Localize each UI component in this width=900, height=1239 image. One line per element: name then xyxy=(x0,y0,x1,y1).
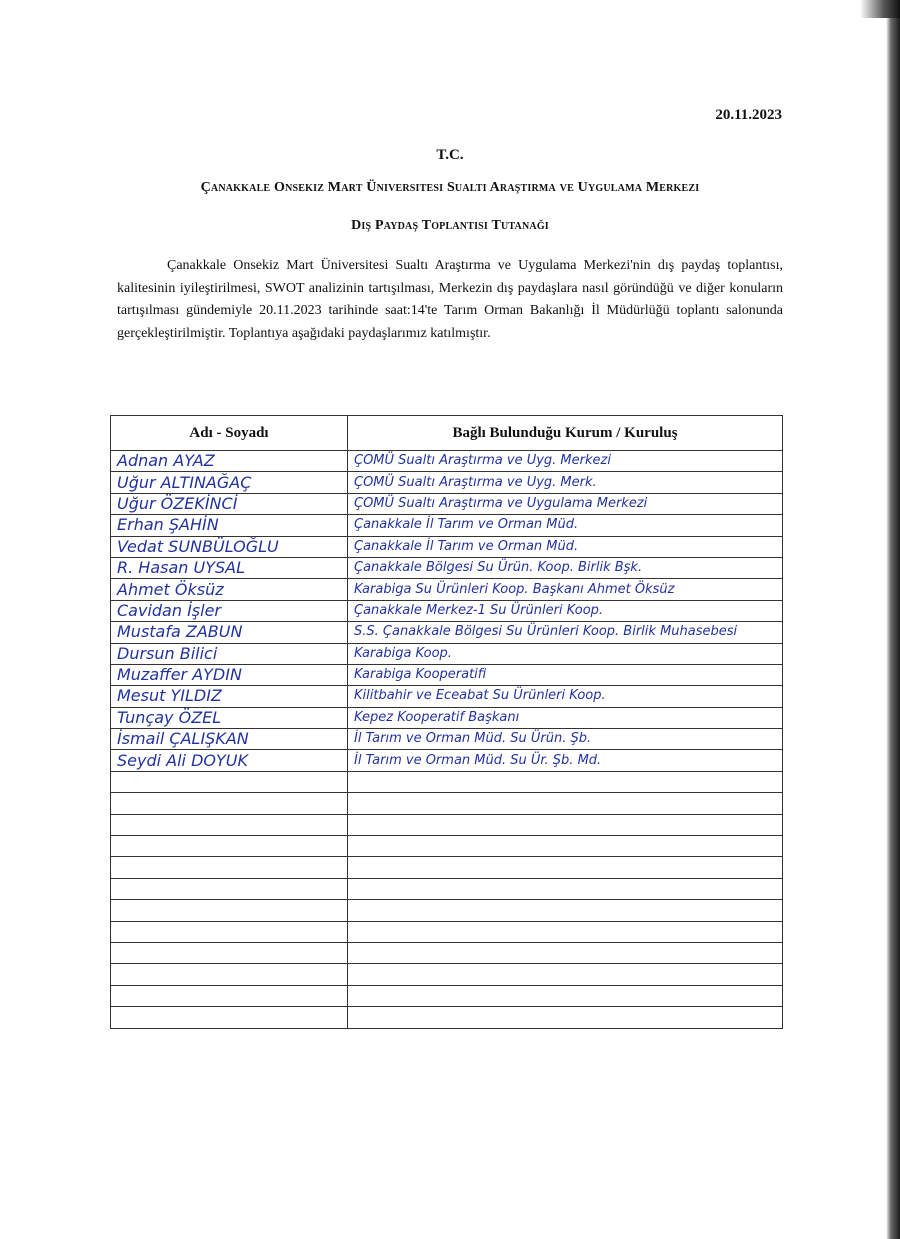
handwritten-name: Uğur ALTINAĞAÇ xyxy=(117,472,252,492)
table-row xyxy=(111,451,783,472)
organization-cell xyxy=(348,622,783,643)
organization-cell xyxy=(348,921,783,942)
institution-title: Çanakkale Onsekiz Mart Üniversitesi Sualtı Araştırma ve Uygulama Merkezi xyxy=(200,180,700,195)
table-row xyxy=(111,664,783,685)
name-cell xyxy=(111,707,348,728)
organization-cell xyxy=(348,857,783,878)
attendance-table xyxy=(110,415,783,1029)
empty-table-row xyxy=(111,985,783,1006)
handwritten-organization: Kepez Kooperatif Başkanı xyxy=(354,709,520,725)
empty-table-row xyxy=(111,964,783,985)
handwritten-organization: Karabiga Su Ürünleri Koop. Başkanı Ahmet Öksüz xyxy=(354,581,675,597)
table-row xyxy=(111,472,783,493)
handwritten-organization: Çanakkale Bölgesi Su Ürün. Koop. Birlik Bşk. xyxy=(354,560,643,576)
handwritten-name: Dursun Bilici xyxy=(117,643,218,663)
column-header-name: Adı - Soyadı xyxy=(111,416,348,451)
empty-table-row xyxy=(111,921,783,942)
empty-table-row xyxy=(111,942,783,963)
name-cell xyxy=(111,579,348,600)
name-cell xyxy=(111,600,348,621)
handwritten-name: Tunçay ÖZEL xyxy=(117,707,222,727)
table-row xyxy=(111,750,783,771)
name-cell xyxy=(111,878,348,899)
table-row xyxy=(111,600,783,621)
organization-cell xyxy=(348,814,783,835)
table-row xyxy=(111,622,783,643)
organization-cell xyxy=(348,451,783,472)
handwritten-name: Ahmet Öksüz xyxy=(117,579,224,599)
handwritten-organization: Karabiga Kooperatifi xyxy=(354,667,487,683)
name-cell xyxy=(111,451,348,472)
organization-cell xyxy=(348,985,783,1006)
empty-table-row xyxy=(111,878,783,899)
handwritten-organization: Çanakkale Merkez-1 Su Ürünleri Koop. xyxy=(354,602,604,618)
organization-cell xyxy=(348,557,783,578)
organization-cell xyxy=(348,472,783,493)
name-cell xyxy=(111,942,348,963)
name-cell xyxy=(111,557,348,578)
meeting-title: Dış Paydaş Toplantısı Tutanağı xyxy=(351,218,549,233)
name-cell xyxy=(111,985,348,1006)
organization-cell xyxy=(348,664,783,685)
empty-table-row xyxy=(111,836,783,857)
handwritten-name: Muzaffer AYDIN xyxy=(117,665,242,685)
organization-cell xyxy=(348,579,783,600)
handwritten-organization: ÇOMÜ Sualtı Araştırma ve Uygulama Merkezi xyxy=(354,495,648,511)
organization-cell xyxy=(348,536,783,557)
empty-table-row xyxy=(111,814,783,835)
handwritten-organization: ÇOMÜ Sualtı Araştırma ve Uyg. Merkezi xyxy=(354,453,611,469)
handwritten-organization: İl Tarım ve Orman Müd. Su Ürün. Şb. xyxy=(354,731,592,747)
handwritten-name: Uğur ÖZEKİNCİ xyxy=(117,493,238,513)
name-cell xyxy=(111,771,348,792)
handwritten-organization: Kilitbahir ve Eceabat Su Ürünleri Koop. xyxy=(354,688,606,704)
name-cell xyxy=(111,900,348,921)
handwritten-name: Adnan AYAZ xyxy=(117,451,215,471)
organization-cell xyxy=(348,515,783,536)
table-row xyxy=(111,493,783,514)
handwritten-organization: Çanakkale İl Tarım ve Orman Müd. xyxy=(354,538,579,554)
empty-table-row xyxy=(111,1007,783,1028)
name-cell xyxy=(111,729,348,750)
organization-cell xyxy=(348,836,783,857)
organization-cell xyxy=(348,793,783,814)
organization-cell xyxy=(348,900,783,921)
organization-cell xyxy=(348,964,783,985)
document-date: 20.11.2023 xyxy=(715,107,782,123)
intro-paragraph xyxy=(117,255,783,345)
empty-table-row xyxy=(111,793,783,814)
table-row xyxy=(111,729,783,750)
name-cell xyxy=(111,536,348,557)
scan-corner-shadow xyxy=(860,0,900,18)
table-row xyxy=(111,686,783,707)
empty-table-row xyxy=(111,771,783,792)
name-cell xyxy=(111,857,348,878)
handwritten-name: R. Hasan UYSAL xyxy=(117,558,245,578)
name-cell xyxy=(111,964,348,985)
organization-cell xyxy=(348,878,783,899)
organization-cell xyxy=(348,1007,783,1028)
name-cell xyxy=(111,686,348,707)
organization-cell xyxy=(348,942,783,963)
organization-cell xyxy=(348,707,783,728)
organization-cell xyxy=(348,750,783,771)
organization-cell xyxy=(348,686,783,707)
organization-cell xyxy=(348,643,783,664)
organization-cell xyxy=(348,771,783,792)
handwritten-name: Cavidan İşler xyxy=(117,600,221,620)
handwritten-organization: Karabiga Koop. xyxy=(354,645,452,661)
name-cell xyxy=(111,472,348,493)
handwritten-name: Mesut YILDIZ xyxy=(117,686,222,706)
handwritten-name: Seydi Ali DOYUK xyxy=(117,750,248,770)
handwritten-name: Vedat SUNBÜLOĞLU xyxy=(117,536,279,556)
organization-cell xyxy=(348,600,783,621)
name-cell xyxy=(111,750,348,771)
handwritten-organization: İl Tarım ve Orman Müd. Su Ür. Şb. Md. xyxy=(354,752,602,768)
name-cell xyxy=(111,836,348,857)
handwritten-name: İsmail ÇALIŞKAN xyxy=(117,729,249,749)
name-cell xyxy=(111,1007,348,1028)
table-row xyxy=(111,707,783,728)
column-header-organization: Bağlı Bulunduğu Kurum / Kuruluş xyxy=(348,416,783,451)
empty-table-row xyxy=(111,900,783,921)
intro-text: Çanakkale Onsekiz Mart Üniversitesi Sualtı Araştırma ve Uygulama Merkezi'nin dış paydaş toplantısı, kalitesinin iyileştirilmesi, SWOT analizinin tartışılması, Merkezin dış paydaşlara nasıl göründüğü ve diğer konuların tartışılması gündemiyle 20.11.2023 tarihinde saat:14'te Tarım Orman Bakanlığı İl Müdürlüğü toplantı salonunda gerçekleştirilmiştir. Toplantıya aşağıdaki paydaşlarımız katılmıştır. xyxy=(117,258,783,341)
table-row xyxy=(111,579,783,600)
organization-cell xyxy=(348,729,783,750)
handwritten-name: Mustafa ZABUN xyxy=(117,622,243,642)
table-row xyxy=(111,557,783,578)
name-cell xyxy=(111,921,348,942)
name-cell xyxy=(111,622,348,643)
name-cell xyxy=(111,515,348,536)
table-header-row xyxy=(111,416,783,451)
empty-table-row xyxy=(111,857,783,878)
table-row xyxy=(111,536,783,557)
organization-cell xyxy=(348,493,783,514)
handwritten-organization: Çanakkale İl Tarım ve Orman Müd. xyxy=(354,517,579,533)
name-cell xyxy=(111,493,348,514)
table-row xyxy=(111,515,783,536)
handwritten-name: Erhan ŞAHİN xyxy=(117,515,219,535)
table-row xyxy=(111,643,783,664)
name-cell xyxy=(111,664,348,685)
handwritten-organization: S.S. Çanakkale Bölgesi Su Ürünleri Koop. Birlik Muhasebesi xyxy=(354,624,738,640)
name-cell xyxy=(111,643,348,664)
document-header: T.C. xyxy=(436,147,464,163)
name-cell xyxy=(111,793,348,814)
handwritten-organization: ÇOMÜ Sualtı Araştırma ve Uyg. Merk. xyxy=(354,474,597,490)
name-cell xyxy=(111,814,348,835)
